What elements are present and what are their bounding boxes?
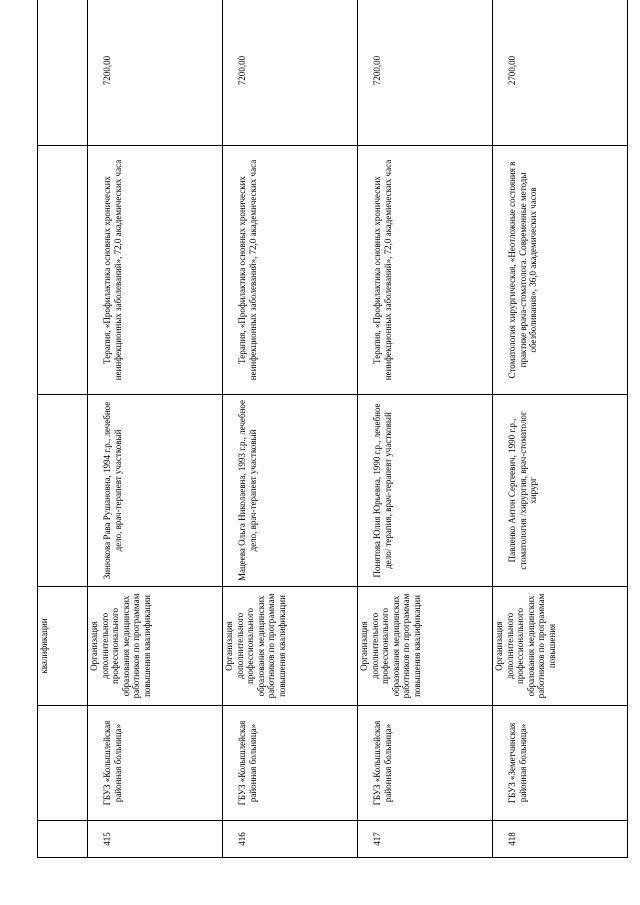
header-cell-course	[38, 146, 88, 395]
training-table	[37, 0, 628, 858]
rotated-page	[37, 38, 557, 858]
row-number: 418	[493, 821, 628, 858]
course-price: 7200,00	[88, 0, 223, 146]
header-cell-org	[38, 706, 88, 821]
course-price: 7200,00	[358, 0, 493, 146]
trainee-details: Павленко Антон Сергеевич, 1990 г.р., стоматология /хирургия, врач-стоматолог хирург	[493, 395, 628, 587]
table-row	[493, 0, 628, 858]
organization-name: ГБУЗ «Земетчинская районная больница»	[493, 706, 628, 821]
trainee-details: Мацеева Ольга Николаевна, 1993 г.р., лечебное дело, врач-терапевт участковый	[223, 395, 358, 587]
course-price: 2700,00	[493, 0, 628, 146]
course-details: Стоматология хирургическая, «Неотложные состояния в практике врача-стоматолога. Современные методы обезболивания», 36,0 академических часов	[493, 146, 628, 395]
header-cell-price	[38, 0, 88, 146]
course-price: 7200,00	[223, 0, 358, 146]
program-description: Организация дополнительного профессионального образования медицинских работников по программам повышения квалификации	[223, 587, 358, 706]
header-cell-person	[38, 395, 88, 587]
course-details: Терапия, «Профилактика основных хронических неинфекционных заболеваний», 72,0 академических часа	[358, 146, 493, 395]
continuation-header-row	[38, 0, 88, 858]
table-row	[223, 0, 358, 858]
header-cell-num	[38, 821, 88, 858]
program-description: Организация дополнительного профессионального образования медицинских работников по программам повышения	[493, 587, 628, 706]
program-description: Организация дополнительного профессионального образования медицинских работников по программам повышения квалификации	[358, 587, 493, 706]
header-cell-program: квалификации	[38, 587, 88, 706]
trainee-details: Понятова Юлия Юрьевна, 1990 г.р., лечебное дело/ терапия, врач-терапевт участковый	[358, 395, 493, 587]
table-row	[88, 0, 223, 858]
organization-name: ГБУЗ «Колышлейская районная больница»	[358, 706, 493, 821]
organization-name: ГБУЗ «Колышлейская районная больница»	[88, 706, 223, 821]
table-row	[358, 0, 493, 858]
trainee-details: Зинюкова Рава Рушановна, 1994 г.р., лечебное дело, врач-терапевт участковый	[88, 395, 223, 587]
program-description: Организация дополнительного профессионального образования медицинских работников по программам повышения квалификации	[88, 587, 223, 706]
row-number: 415	[88, 821, 223, 858]
course-details: Терапия, «Профилактика основных хронических неинфекционных заболеваний», 72,0 академических часа	[223, 146, 358, 395]
organization-name: ГБУЗ «Колышлейская районная больница»	[223, 706, 358, 821]
row-number: 416	[223, 821, 358, 858]
course-details: Терапия, «Профилактика основных хронических неинфекционных заболеваний», 72,0 академических часа	[88, 146, 223, 395]
row-number: 417	[358, 821, 493, 858]
